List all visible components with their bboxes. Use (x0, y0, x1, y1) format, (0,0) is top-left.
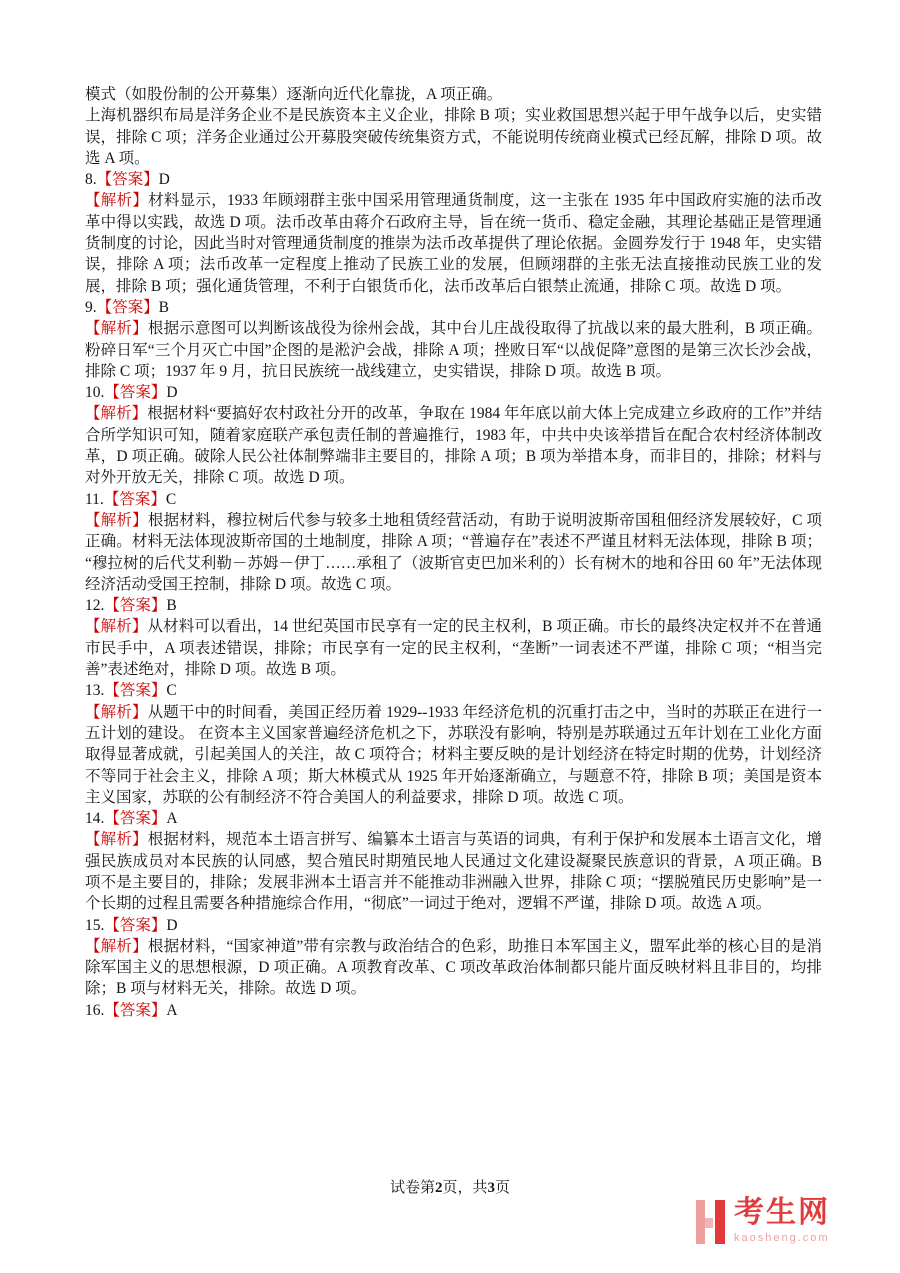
analysis-text: 根据材料，“国家神道”带有宗教与政治结合的色彩，助推日本军国主义，盟军此举的核心目的是消除军国主义的思想根源，D 项正确。A 项教育改革、C 项改革政治体制都只能片面反映材料且非目的，均排除；B 项与材料无关，排除。故选 D 项。 (85, 937, 822, 998)
kaosheng-logo-icon (695, 1198, 727, 1246)
item-number: 10. (85, 384, 105, 402)
answer-line (85, 915, 822, 936)
answer-label: 【答案】 (96, 298, 159, 316)
answer-value: D (158, 171, 170, 189)
answer-line (85, 680, 822, 701)
analysis-label: 【解析】 (85, 937, 148, 955)
answer-line (85, 489, 822, 510)
answer-value: D (166, 384, 178, 402)
kaosheng-logo-domain: kaosheng.com (734, 1232, 830, 1244)
answer-label: 【答案】 (104, 810, 167, 828)
analysis-text: 从题干中的时间看，美国正经历着 1929--1933 年经济危机的沉重打击之中，当时的苏联正在进行一五计划的建设。 在资本主义国家普遍经济危机之下，苏联没有影响，特别是苏联通过五年计划在工业化方面取得显著成就，引起美国人的关注，故 C 项符合；材料主要反映的是计划经济在特定时期的优势，计划经济不等同于社会主义，排除 A 项；斯大林模式从 1925 年开始逐渐确立，与题意不符，排除 B 项；美国是资本主义国家，苏联的公有制经济不符合美国人的利益要求，排除 D 项。故选 C 项。 (85, 703, 822, 806)
analysis-label: 【解析】 (85, 618, 148, 636)
answer-value: C (165, 490, 177, 508)
answer-value: B (158, 298, 169, 316)
kaosheng-logo-text (734, 1198, 830, 1244)
footer-page-number: 2 (434, 1180, 443, 1196)
answer-label: 【答案】 (103, 490, 166, 508)
answer-line (85, 169, 822, 190)
answer-sheet-content (85, 84, 822, 1021)
page-footer (0, 1176, 900, 1197)
analysis-paragraph (85, 936, 822, 1000)
item-number: 15. (85, 916, 105, 934)
analysis-label: 【解析】 (85, 831, 148, 849)
answer-value: D (166, 916, 178, 934)
footer-total-pages: 3 (487, 1180, 495, 1196)
continuation-paragraph: 模式（如股份制的公开募集）逐渐向近代化靠拢，A 项正确。 (85, 86, 503, 103)
kaosheng-logo-name: 考生网 (734, 1196, 830, 1229)
answer-label: 【答案】 (104, 384, 167, 402)
answer-value: A (166, 1001, 178, 1019)
item-number: 11. (85, 490, 104, 508)
item-number: 16. (85, 1001, 105, 1019)
item-number: 12. (85, 597, 105, 615)
analysis-text: 根据材料，规范本土语言拼写、编纂本土语言与英语的词典，有利于保护和发展本土语言文化，增强民族成员对本民族的认同感，契合殖民时期殖民地人民通过文化建设凝聚民族意识的背景，A 项正确。B 项不是主要目的，排除；发展非洲本土语言并不能推动非洲融入世界，排除 C 项；“摆脱殖民历史影响”是一个长期的过程且需要各种措施综合作用，“彻底”一词过于绝对，逻辑不严谨，排除 D 项。故选 A 项。 (85, 831, 822, 913)
analysis-paragraph (85, 190, 822, 296)
answer-line (85, 595, 822, 616)
analysis-paragraph (85, 318, 822, 382)
analysis-text: 从材料可以看出，14 世纪英国市民享有一定的民主权利，B 项正确。市长的最终决定权并不在普通市民手中，A 项表述错误，排除；市民享有一定的民主权利，“垄断”一词表述不严谨，排除 C 项；“相当完善”表述绝对，排除 D 项。故选 B 项。 (85, 618, 822, 679)
analysis-label: 【解析】 (85, 192, 149, 210)
answer-label: 【答案】 (104, 682, 167, 700)
answer-value: A (166, 810, 178, 828)
answer-items (85, 169, 822, 1021)
analysis-paragraph (85, 702, 822, 808)
answer-line (85, 382, 822, 403)
item-number: 8. (85, 171, 97, 189)
answer-line (85, 808, 822, 829)
answer-label: 【答案】 (104, 597, 167, 615)
footer-middle: 页，共 (442, 1180, 488, 1196)
analysis-paragraph (85, 510, 822, 595)
item-number: 14. (85, 810, 105, 828)
answer-line (85, 297, 822, 318)
analysis-label: 【解析】 (85, 320, 148, 338)
answer-value: C (166, 682, 177, 700)
analysis-text: 根据材料，穆拉树后代参与较多土地租赁经营活动，有助于说明波斯帝国租佃经济发展较好，C 项正确。材料无法体现波斯帝国的土地制度，排除 A 项；“普遍存在”表述不严谨且材料无法体现，排除 B 项；“穆拉树的后代艾利勒－苏姆－伊丁……承租了（波斯官吏巴加米利的）长有树木的地和谷田 60 年”无法体现经济活动受国王控制，排除 D 项。故选 C 项。 (85, 511, 822, 593)
analysis-label: 【解析】 (85, 405, 148, 423)
analysis-paragraph (85, 616, 822, 680)
kaosheng-logo (695, 1198, 830, 1246)
analysis-paragraph (85, 403, 822, 488)
item-number: 13. (85, 682, 105, 700)
answer-value: B (166, 597, 177, 615)
analysis-text: 材料显示，1933 年顾翊群主张中国采用管理通货制度，这一主张在 1935 年中国政府实施的法币改革中得以实践，故选 D 项。法币改革由蒋介石政府主导，旨在统一货币、稳定金融，其理论基础正是管理通货制度的讨论，因此当时对管理通货制度的推崇为法币改革提供了理论依据。金圆券发行于 1948 年，史实错误，排除 A 项；法币改革一定程度上推动了民族工业的发展，但顾翊群的主张无法直接推动民族工业的发展，排除 B 项；强化通货管理，不利于白银货币化，法币改革后白银禁止流通，排除 C 项。故选 D 项。 (85, 192, 822, 295)
answer-label: 【答案】 (104, 916, 167, 934)
item-number: 9. (85, 298, 97, 316)
answer-label: 【答案】 (96, 171, 159, 189)
analysis-text: 根据材料“要搞好农村政社分开的改革，争取在 1984 年年底以前大体上完成建立乡政府的工作”并结合所学知识可知，随着家庭联产承包责任制的普遍推行，1983 年，中共中央该举措旨在配合农村经济体制改革，D 项正确。破除人民公社体制弊端非主要目的，排除 A 项；B 项为举措本身，而非目的，排除；材料与对外开放无关，排除 C 项。故选 D 项。 (85, 405, 822, 487)
answer-label: 【答案】 (104, 1001, 167, 1019)
continuation-paragraph: 上海机器织布局是洋务企业不是民族资本主义企业，排除 B 项；实业救国思想兴起于甲午战争以后，史实错误，排除 C 项；洋务企业通过公开募股突破传统集资方式，不能说明传统商业模式已经瓦解，排除 D 项。故选 A 项。 (85, 107, 822, 167)
analysis-label: 【解析】 (85, 511, 148, 529)
analysis-label: 【解析】 (85, 703, 148, 721)
analysis-text: 根据示意图可以判断该战役为徐州会战，其中台儿庄战役取得了抗战以来的最大胜利，B 项正确。粉碎日军“三个月灭亡中国”企图的是淞沪会战，排除 A 项；挫败日军“以战促降”意图的是第三次长沙会战，排除 C 项；1937 年 9 月，抗日民族统一战线建立，史实错误，排除 D 项。故选 B 项。 (85, 320, 822, 380)
analysis-paragraph (85, 829, 822, 914)
footer-suffix: 页 (495, 1180, 511, 1196)
answer-line (85, 1000, 822, 1021)
footer-prefix: 试卷第 (389, 1180, 435, 1196)
